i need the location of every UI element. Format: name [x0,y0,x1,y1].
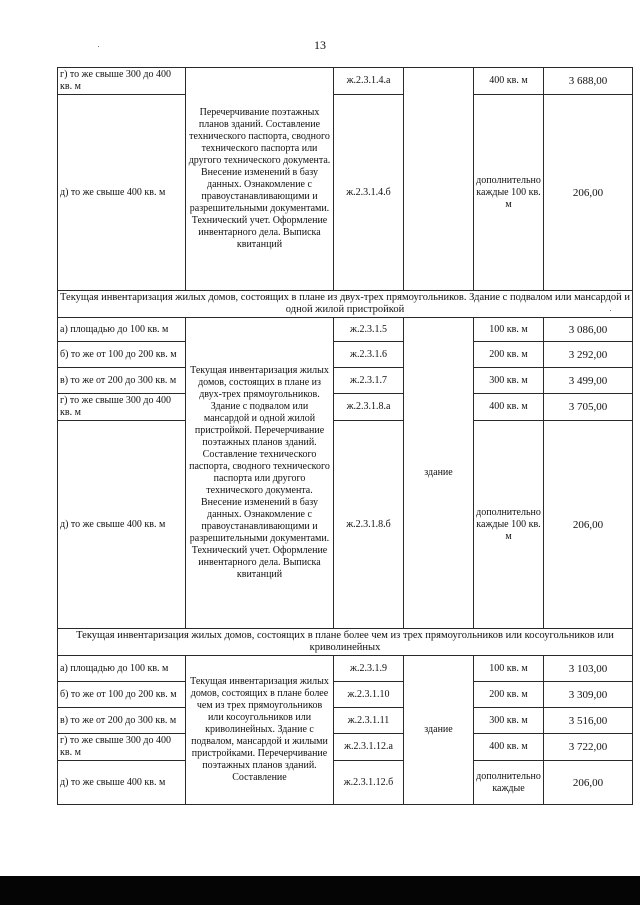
row-measure: 300 кв. м [474,368,544,394]
table-row [58,761,633,805]
row-measure: 200 кв. м [474,342,544,368]
row-label: д) то же свыше 400 кв. м [58,761,186,805]
row-measure: 100 кв. м [474,318,544,342]
table-row [58,734,633,761]
row-price: 3 705,00 [544,394,633,421]
row-code: ж.2.3.1.9 [334,656,404,682]
row-price: 206,00 [544,761,633,805]
row-code: ж.2.3.1.5 [334,318,404,342]
scan-speck [98,46,99,47]
row-code: ж.2.3.1.12.а [334,734,404,761]
table-row [58,368,633,394]
row-measure: 400 кв. м [474,68,544,95]
table-row [58,342,633,368]
scan-bottom-border [0,876,640,905]
row-code: ж.2.3.1.11 [334,708,404,734]
row-measure: 400 кв. м [474,394,544,421]
row-label: в) то же от 200 до 300 кв. м [58,708,186,734]
row-price: 206,00 [544,421,633,629]
row-measure: дополнительно каждые 100 кв. м [474,95,544,291]
section-header-row [58,629,633,656]
row-price: 3 688,00 [544,68,633,95]
row-measure: 200 кв. м [474,682,544,708]
row-label: г) то же свыше 300 до 400 кв. м [58,394,186,421]
row-price: 3 499,00 [544,368,633,394]
table-row [58,318,633,342]
row-code: ж.2.3.1.12.б [334,761,404,805]
row-label: б) то же от 100 до 200 кв. м [58,682,186,708]
table-row [58,68,633,95]
row-label: а) площадью до 100 кв. м [58,656,186,682]
table-row [58,95,633,291]
row-code: ж.2.3.1.8.а [334,394,404,421]
row-code: ж.2.3.1.4.а [334,68,404,95]
row-code: ж.2.3.1.8.б [334,421,404,629]
work-description: Перечерчивание поэтажных планов зданий. Составление технического паспорта, сводного технического паспорта или другого технического документа. Внесение изменений в базу данных. Ознакомление с правоустанавливающими и разрешительными документами. Технический учет. Оформление инвентарного дела. Выписка квитанций [186,68,334,291]
row-code: ж.2.3.1.4.б [334,95,404,291]
unit-cell [404,68,474,291]
row-price: 3 292,00 [544,342,633,368]
row-label: б) то же от 100 до 200 кв. м [58,342,186,368]
table-row [58,394,633,421]
row-code: ж.2.3.1.7 [334,368,404,394]
row-code: ж.2.3.1.10 [334,682,404,708]
row-measure: дополнительно каждые [474,761,544,805]
table-row [58,682,633,708]
row-label: г) то же свыше 300 до 400 кв. м [58,68,186,95]
row-price: 3 722,00 [544,734,633,761]
table-row [58,708,633,734]
row-price: 3 086,00 [544,318,633,342]
tariff-table [57,67,633,805]
row-label: в) то же от 200 до 300 кв. м [58,368,186,394]
section-header-row [58,291,633,318]
row-measure: 100 кв. м [474,656,544,682]
page-number: 13 [314,38,326,52]
table-row [58,421,633,629]
unit-cell: здание [404,318,474,629]
unit-cell: здание [404,656,474,805]
work-description: Текущая инвентаризация жилых домов, состоящих в плане более чем из трех прямоугольников или косоугольников или криволинейных. Здание с подвалом, мансардой и жилыми пристройками. Перечерчивание поэтажных планов зданий. Составление [186,656,334,805]
row-price: 206,00 [544,95,633,291]
row-label: д) то же свыше 400 кв. м [58,421,186,629]
table-row [58,656,633,682]
row-label: г) то же свыше 300 до 400 кв. м [58,734,186,761]
row-measure: 400 кв. м [474,734,544,761]
row-measure: дополнительно каждые 100 кв. м [474,421,544,629]
row-label: д) то же свыше 400 кв. м [58,95,186,291]
row-price: 3 516,00 [544,708,633,734]
row-code: ж.2.3.1.6 [334,342,404,368]
work-description: Текущая инвентаризация жилых домов, состоящих в плане из двух-трех прямоугольников. Здание с подвалом или мансардой и одной жилой пристройкой. Перечерчивание поэтажных планов зданий. Составление технического паспорта, сводного технического паспорта или другого технического документа. Внесение изменений в базу данных. Ознакомление с правоустанавливающими и разрешительными документами. Технический учет. Оформление инвентарного дела. Выписка квитанций [186,318,334,629]
row-measure: 300 кв. м [474,708,544,734]
row-price: 3 309,00 [544,682,633,708]
section-header: Текущая инвентаризация жилых домов, состоящих в плане более чем из трех прямоугольников или косоугольников или криволинейных [58,629,633,656]
scan-speck [610,310,611,311]
row-price: 3 103,00 [544,656,633,682]
section-header: Текущая инвентаризация жилых домов, состоящих в плане из двух-трех прямоугольников. Здание с подвалом или мансардой и одной жилой пристройкой [58,291,633,318]
row-label: а) площадью до 100 кв. м [58,318,186,342]
